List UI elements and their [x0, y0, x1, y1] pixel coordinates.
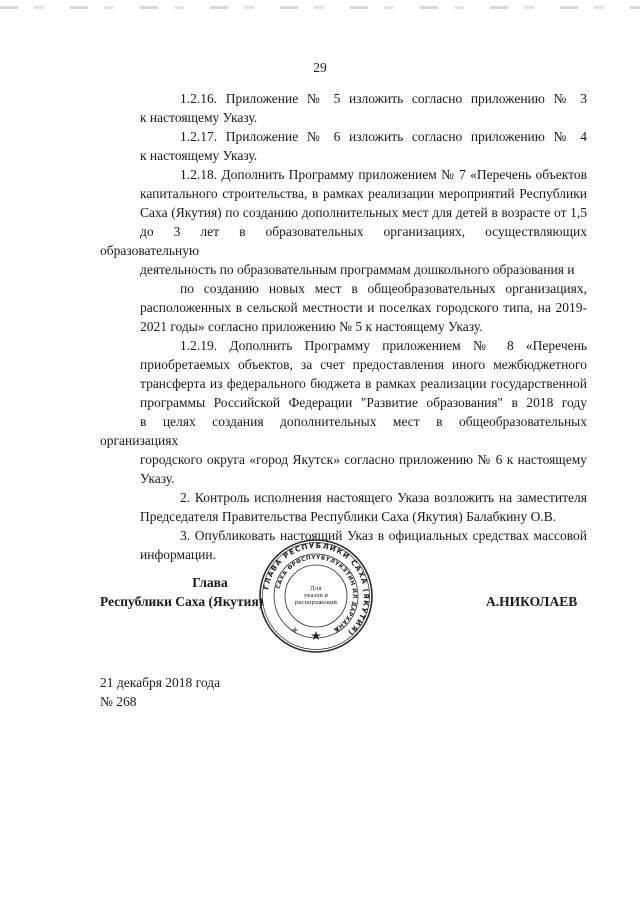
- text-line: 1.2.18. Дополнить Программу приложением № 7 «Перечень объектов: [180, 167, 587, 182]
- text-line: трансферта из федерального бюджета в рамках реализации государственной: [140, 376, 587, 391]
- text-line: деятельность по образовательным программам дошкольного образования и: [140, 262, 575, 277]
- text-line: городского округа «город Якутск» согласно приложению № 6 к настоящему: [140, 452, 587, 467]
- page-number: 29: [313, 60, 327, 75]
- paragraph-1-2-18: [100, 165, 587, 336]
- text-line: программы Российской Федерации "Развитие образования" в 2018 году: [140, 395, 587, 410]
- seal-center-line2: указов и: [303, 593, 329, 599]
- text-line: 1.2.17. Приложение № 6 изложить согласно приложению № 4: [180, 129, 587, 144]
- seal-outer-text: ГЛАВА РЕСПУБЛИКИ САХА (ЯКУТИЯ): [261, 540, 372, 638]
- official-seal: [258, 538, 374, 654]
- text-line: расположенных в сельской местности и поселках городского типа, на 2019-: [140, 300, 587, 315]
- document-number: № 268: [100, 694, 137, 709]
- text-line: информации.: [140, 547, 216, 562]
- text-line: 2. Контроль исполнения настоящего Указа возложить на заместителя: [180, 490, 587, 505]
- text-line: к настоящему Указу.: [140, 148, 258, 163]
- seal-center-line3: распоряжений: [294, 600, 338, 606]
- document-footer: [100, 673, 220, 711]
- text-line: к настоящему Указу.: [140, 110, 258, 125]
- seal-star-icon: [311, 631, 321, 640]
- paragraph-1-2-16: [100, 89, 587, 127]
- document-body: [100, 89, 587, 564]
- paragraph-1-2-17: [100, 127, 587, 165]
- text-line: по созданию новых мест в общеобразовательных организациях,: [180, 281, 587, 296]
- seal-inner-text: САХА ӨРӨСПҮҮБҮЛҮКЭТИН ИЛ ДАРХАНА: [275, 554, 358, 633]
- text-line: приобретаемых объектов, за счет предоставления иного межбюджетного: [140, 357, 587, 372]
- scan-artifact-line: [0, 6, 640, 9]
- seal-center-line1: Для: [310, 586, 322, 592]
- signatory-title-line1: Глава: [192, 575, 228, 590]
- text-line: капитального строительства, в рамках реализации мероприятий Республики: [140, 186, 587, 201]
- text-line: 2021 годы» согласно приложению № 5 к настоящему Указу.: [140, 319, 483, 334]
- signatory-name: А.НИКОЛАЕВ: [486, 594, 578, 609]
- text-line: в целях создания дополнительных мест в общеобразовательных организациях: [100, 414, 587, 448]
- text-line: Указу.: [140, 471, 175, 486]
- text-line: Саха (Якутия) по созданию дополнительных мест для детей в возрасте от 1,5: [140, 205, 587, 220]
- text-line: до 3 лет в образовательных организациях, осуществляющих образовательную: [100, 224, 587, 258]
- document-date: 21 декабря 2018 года: [100, 675, 221, 690]
- text-line: 3. Опубликовать настоящий Указ в официальных средствах массовой: [180, 528, 587, 543]
- text-line: Председателя Правительства Республики Саха (Якутия) Балабкину О.В.: [140, 509, 557, 524]
- text-line: 1.2.16. Приложение № 5 изложить согласно приложению № 3: [180, 91, 587, 106]
- text-line: 1.2.19. Дополнить Программу приложением № 8 «Перечень: [180, 338, 587, 353]
- paragraph-1-2-19: [100, 336, 587, 488]
- signatory-title-line2: Республики Саха (Якутия): [100, 594, 264, 609]
- paragraph-2: [100, 488, 587, 526]
